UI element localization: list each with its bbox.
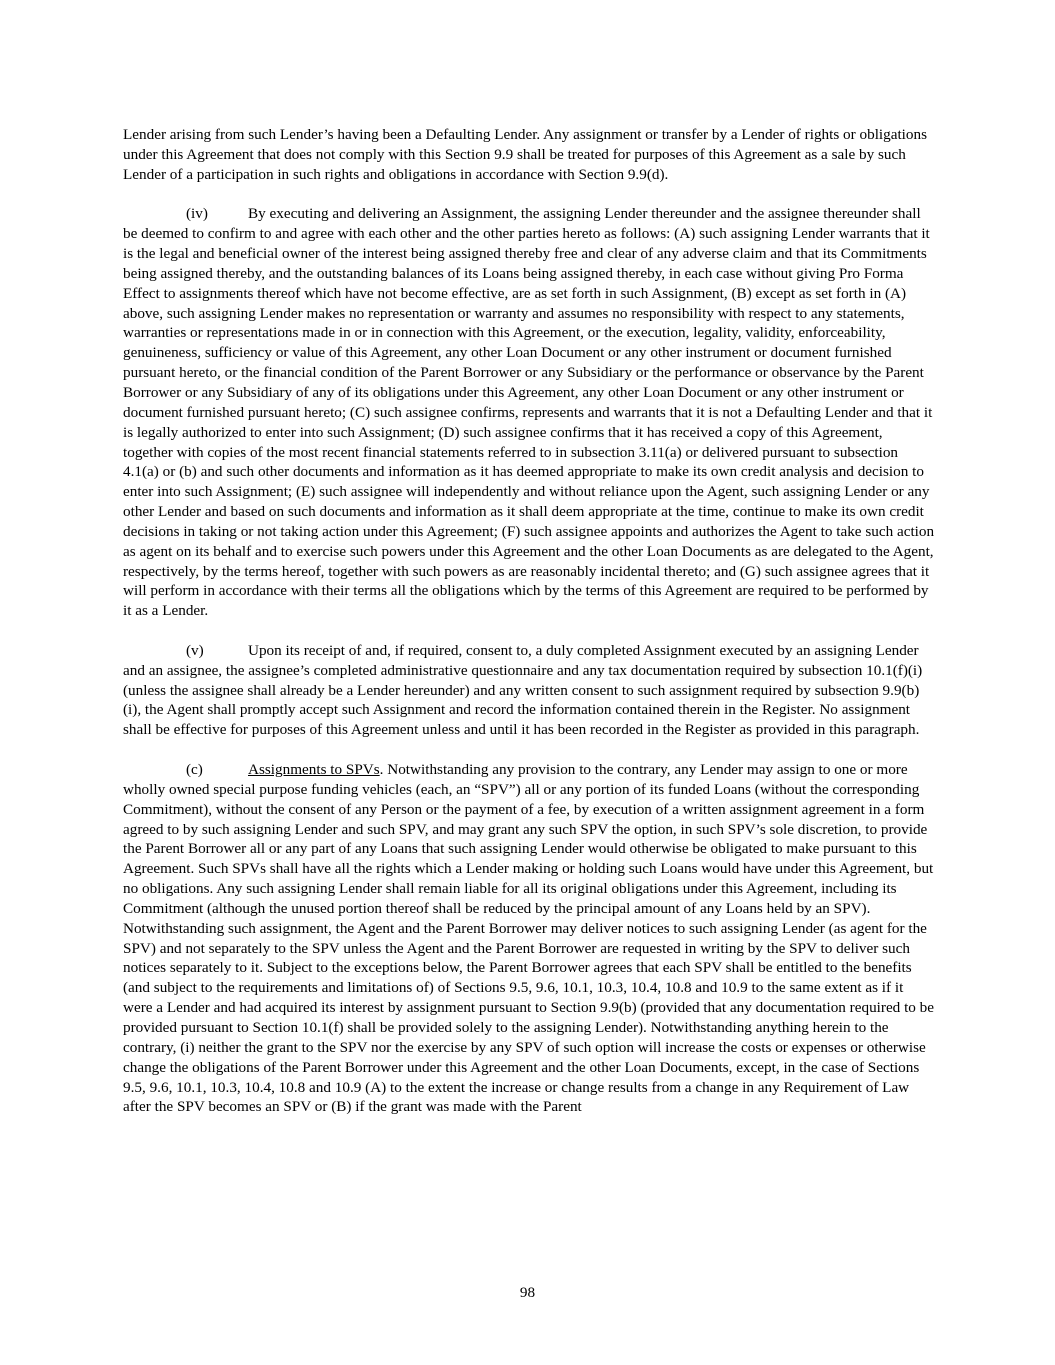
paragraph-v-number: (v) bbox=[186, 641, 204, 659]
paragraph-iv-text: By executing and delivering an Assignment, the assigning Lender thereunder and the assignee thereunder shall be deemed to confirm to and agree with each other and the other parties hereto as follows: (A) such assigning Lender warrants that it is the legal and beneficial owner of the interest being assigned thereby free and clear of any adverse claim and that its Commitments being assigned thereby, and the outstanding balances of its Loans being assigned thereby, in each case without giving Pro Forma Effect to assignments thereof which have not become effective, are as set forth in such Assignment, (B) except as set forth in (A) above, such assigning Lender makes no representation or warranty and assumes no responsibility with respect to any statements, warranties or representations made in or in connection with this Agreement, or the execution, legality, validity, enforceability, genuineness, sufficiency or value of this Agreement, any other Loan Document or any other instrument or document furnished pursuant hereto, or the financial condition of the Parent Borrower or any Subsidiary or the performance or observance by the Parent Borrower or any Subsidiary of any of its obligations under this Agreement, any other Loan Document or any other instrument or document furnished pursuant hereto; (C) such assignee confirms, represents and warrants that it is not a Defaulting Lender and that it is legally authorized to enter into such Assignment; (D) such assignee confirms that it has received a copy of this Agreement, together with copies of the most recent financial statements referred to in subsection 3.11(a) or delivered pursuant to subsection 4.1(a) or (b) and such other documents and information as it has deemed appropriate to make its own credit analysis and decision to enter into such Assignment; (E) such assignee will independently and without reliance upon the Agent, such assigning Lender or any other Lender and based on such documents and information as it shall deem appropriate at the time, continue to make its own credit decisions in taking or not taking action under this Agreement; (F) such assignee appoints and authorizes the Agent to take such action as agent on its behalf and to exercise such powers under this Agreement and the other Loan Documents as are delegated to the Agent, respectively, by the terms hereof, together with such powers as are reasonably incidental thereto; and (G) such assignee agrees that it will perform in accordance with their terms all the obligations which by the terms of this Agreement are required to be performed by it as a Lender. bbox=[123, 205, 935, 620]
paragraph-iv-number: (iv) bbox=[186, 205, 208, 223]
paragraph-v-text: Upon its receipt of and, if required, consent to, a duly completed Assignment executed by an assigning Lender and an assignee, the assignee’s completed administrative questionnaire and any tax documentation required by subsection 10.1(f)(i) (unless the assignee shall already be a Lender hereunder) and any written consent to such assignment required by subsection 9.9(b)(i), the Agent shall promptly accept such Assignment and record the information contained therein in the Register. No assignment shall be effective for purposes of this Agreement unless and until it has been recorded in the Register as provided in this paragraph. bbox=[123, 641, 923, 739]
paragraph-iv bbox=[123, 204, 935, 621]
paragraph-continuation bbox=[123, 125, 935, 185]
paragraph-v bbox=[123, 641, 935, 740]
paragraph-c-text: . Notwithstanding any provision to the contrary, any Lender may assign to one or more wholly owned special purpose funding vehicles (each, an “SPV”) all or any portion of its funded Loans (without the corresponding Commitment), without the consent of any Person or the payment of a fee, by execution of a written assignment agreement in a form agreed to by such assigning Lender and such SPV, and may grant any such SPV the option, in such SPV’s sole discretion, to provide the Parent Borrower all or any part of any Loans that such assigning Lender would otherwise be obligated to make pursuant to this Agreement. Such SPVs shall have all the rights which a Lender making or holding such Loans would have under this Agreement, but no obligations. Any such assigning Lender shall remain liable for all its original obligations under this Agreement, including its Commitment (although the unused portion thereof shall be reduced by the principal amount of any Loans held by an SPV). Notwithstanding such assignment, the Agent and the Parent Borrower may deliver notices to such assigning Lender (as agent for the SPV) and not separately to the SPV unless the Agent and the Parent Borrower are requested in writing by the SPV to deliver such notices separately to it. Subject to the exceptions below, the Parent Borrower agrees that each SPV shall be entitled to the benefits (and subject to the requirements and limitations of) of Sections 9.5, 9.6, 10.1, 10.3, 10.4, 10.8 and 10.9 to the same extent as if it were a Lender and had acquired its interest by assignment pursuant to Section 9.9(b) (provided that any documentation required to be provided pursuant to Section 10.1(f) shall be provided solely to the assigning Lender). Notwithstanding anything herein to the contrary, (i) neither the grant to the SPV nor the exercise by any SPV of such option will increase the costs or expenses or otherwise change the obligations of the Parent Borrower under this Agreement and the other Loan Documents, except, in the case of Sections 9.5, 9.6, 10.1, 10.3, 10.4, 10.8 and 10.9 (A) to the extent the increase or change results from a change in any Requirement of Law after the SPV becomes an SPV or (B) if the grant was made with the Parent bbox=[123, 761, 935, 1116]
paragraph-c bbox=[123, 760, 935, 1117]
page-number: 98 bbox=[519, 1284, 536, 1301]
paragraph-continuation-text: Lender arising from such Lender’s having been a Defaulting Lender. Any assignment or transfer by a Lender of rights or obligations under this Agreement that does not comply with this Section 9.9 shall be treated for purposes of this Agreement as a sale by such Lender of a participation in such rights and obligations in accordance with Section 9.9(d). bbox=[123, 126, 928, 183]
paragraph-c-heading: Assignments to SPVs bbox=[248, 761, 380, 778]
paragraph-c-number: (c) bbox=[186, 761, 203, 778]
document-page bbox=[123, 125, 935, 1137]
